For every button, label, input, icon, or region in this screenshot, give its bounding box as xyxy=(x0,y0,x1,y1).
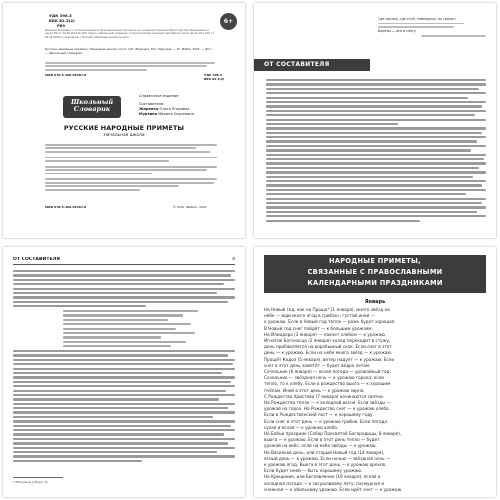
compiler-1: Жиренко Ольга Егоровна xyxy=(139,107,190,111)
book-subtitle: Начальная школа xyxy=(103,133,145,138)
chapter-title-line-2: СВЯЗАННЫЕ С ПРАВОСЛАВНЫМИ xyxy=(307,268,443,276)
bbk-code: ББК 82.3(2) xyxy=(49,18,75,23)
verse-quote xyxy=(63,310,213,350)
catalog-code: Р89 xyxy=(57,23,66,28)
body-text-top xyxy=(13,270,235,310)
footnote-rule xyxy=(13,477,63,478)
month-heading: Январь xyxy=(364,299,386,305)
reference-edition-label: Справочное издание xyxy=(139,94,179,98)
compilers-label: Составители: xyxy=(139,102,165,106)
epigraph-poem xyxy=(378,17,486,37)
header-rule xyxy=(13,264,235,265)
compiler-2: Мурзина Марина Сергеевна xyxy=(139,112,194,116)
copyright-notice: © ООО «ВАКО», 2021 xyxy=(173,205,207,209)
isbn-bottom: ISBN 978-5-408-05587-8 xyxy=(45,205,87,209)
school-dictionary-logo: Школьный Словарик xyxy=(63,96,121,118)
foreword-page xyxy=(254,3,496,238)
foreword-continued-page xyxy=(3,247,245,497)
footnote: * Михалков (сборн.) 6. xyxy=(13,480,49,484)
isbn-top: ISBN 978-5-408-05587-8 xyxy=(45,73,87,77)
running-header: ОТ СОСТАВИТЕЛЯ xyxy=(13,257,60,262)
chapter-title-line-1: НАРОДНЫЕ ПРИМЕТЫ, xyxy=(329,257,421,265)
foreword-title: ОТ СОСТАВИТЕЛЯ xyxy=(254,59,370,71)
bibliographic-citation: Русские народные приметы. Начальная школа / Сост. О.Е. Жиренко, М.С. Мурзина. — М.: ВАКО, 2021. — 80 с. — (Школьный словарик). xyxy=(45,48,213,55)
imprint-page xyxy=(3,3,245,238)
approval-notice: Издание допущено к использованию в образовательной процессе на основании приказа Министерства образования и науки РФ от 09.06.2016 № 699. Серия «Школьный словарик» получила Национальный сертификат качества № 19-1-001 от 20.02.2018 и номинацию «Лучший информационный проект». xyxy=(45,29,215,39)
udk-code: УДК 398.3 xyxy=(49,13,72,18)
bbk-code-2: ББК 82.3(2) xyxy=(204,77,225,81)
citation-body-lines xyxy=(45,62,215,72)
foreword-body xyxy=(266,79,486,224)
poem-line-2: Березы — все в снегу. xyxy=(378,29,417,34)
age-rating-badge: 6+ xyxy=(220,13,237,30)
omens-text: На Новый год, как на Проща* (1 января), много звёзд на небе — жди много ягод в грибах»; густой иней — к урожаю. Если в Новый год тепло — рожь будет хорошая. В Новый год снег пойдёт — к большим урожаям. На Илиодора (3 января) — пахнет хлебом — к урожаю. Игнатия Богоносца (2 января) холод переходит в стужу, день прибавляется на воробьиный скок. Если снег в этот день — к урожаю. Если на небе много звёзд — к урожаю. Прощёт Кодол (5 января), ветер надует — к урожаю. Если снег в этот день заметёт — будет вёдро летом. Сочельник (6 января) — ясная погода — урожайный год; Сочельник — звёздная ночь — к урожаю гороха; если тепло, то к хлебу. Если в рождество вьюга — к хорошим пчёлам. Иней в этот день — к урожаю зерна. С Рождества Христова (7 января) начинаются святки. На Рождество тепло — к холодной весне. Если звёзды — урожай на горох. На Рождество снег — к урожаю хлеба. Если в Рождественский пост — к хорошему году. Если снег в этот день — к урожаю грибов. Если погода сухая и ясная — к урожаю хлеба. На Бабьи праздник (Собор Пресвятой Богородицы, 8 января), вьюга — к урожаю. Если в этот день тепло — будет урожай на овёс; если на небе звёзды — к урожаю. На Васильев день, или старый Новый год (14 января), ясный день — к урожаю. Если ночью — звёздная ночь — к урожаю ягод. Вьюга в этот день — к урожаю орехов. Если будет иней — быть хорошему урожаю. На Крещение, или Богоявление (19 января), ясная и холодная погода — к засушливому лету; пасмурная и снежная — к обильному урожаю. Если идёт снег — к урожаю. xyxy=(264,307,403,492)
poem-line-1: Где смолья, где стой, темнорусы, по грачи»; xyxy=(378,17,457,21)
book-title: РУССКИЕ НАРОДНЫЕ ПРИМЕТЫ xyxy=(63,124,185,132)
print-details xyxy=(45,144,217,192)
body-text-bottom xyxy=(13,350,235,464)
chapter-page xyxy=(254,247,496,497)
chapter-title-line-3: КАЛЕНДАРНЫМИ ПРАЗДНИКАМИ xyxy=(307,279,443,287)
udk-code-2: УДК 398.3 xyxy=(204,73,222,77)
page-number: 4 xyxy=(232,257,235,262)
